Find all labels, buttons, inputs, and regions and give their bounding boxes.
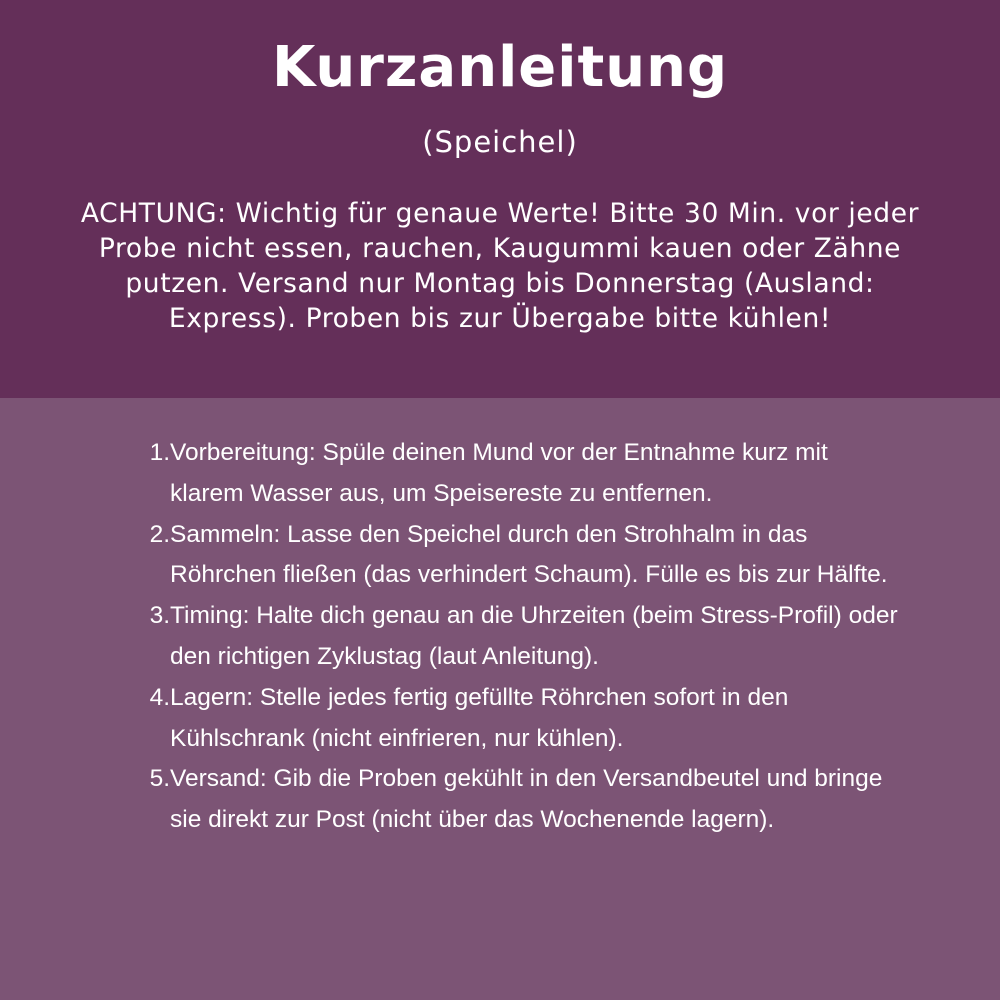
step-number: 1. — [149, 439, 170, 466]
step-text: Timing: Halte dich genau an die Uhrzeiten (beim Stress-Profil) oder den richtigen Zyklustag (laut Anleitung). — [170, 602, 898, 670]
instruction-step-4 — [140, 678, 900, 760]
instruction-step-1 — [140, 433, 900, 515]
step-text: Vorbereitung: Spüle deinen Mund vor der Entnahme kurz mit klarem Wasser aus, um Speisereste zu entfernen. — [170, 439, 828, 507]
header-panel — [0, 0, 1000, 398]
page-subtitle: (Speichel) — [422, 125, 578, 159]
instruction-step-2 — [140, 515, 900, 597]
warning-notice: ACHTUNG: Wichtig für genaue Werte! Bitte 30 Min. vor jeder Probe nicht essen, rauchen, Kaugummi kauen oder Zähne putzen. Versand nur Montag bis Donnerstag (Ausland: Express). Proben bis zur Übergabe bitte kühlen! — [80, 198, 920, 334]
step-number: 5. — [149, 765, 170, 793]
step-text: Versand: Gib die Proben gekühlt in den Versandbeutel und bringe sie direkt zur Post (nicht über das Wochenende lagern). — [170, 765, 883, 834]
step-number: 3. — [149, 602, 170, 630]
step-number: 4. — [149, 683, 170, 711]
step-number: 2. — [149, 520, 170, 548]
instruction-steps-list — [140, 433, 900, 841]
step-text: Lagern: Stelle jedes fertig gefüllte Röhrchen sofort in den Kühlschrank (nicht einfrieren, nur kühlen). — [170, 683, 789, 752]
instruction-step-5 — [140, 759, 900, 841]
step-text: Sammeln: Lasse den Speichel durch den Strohhalm in das Röhrchen fließen (das verhindert Schaum). Fülle es bis zur Hälfte. — [170, 520, 888, 589]
page-title: Kurzanleitung — [271, 35, 729, 100]
instruction-step-3 — [140, 596, 900, 678]
